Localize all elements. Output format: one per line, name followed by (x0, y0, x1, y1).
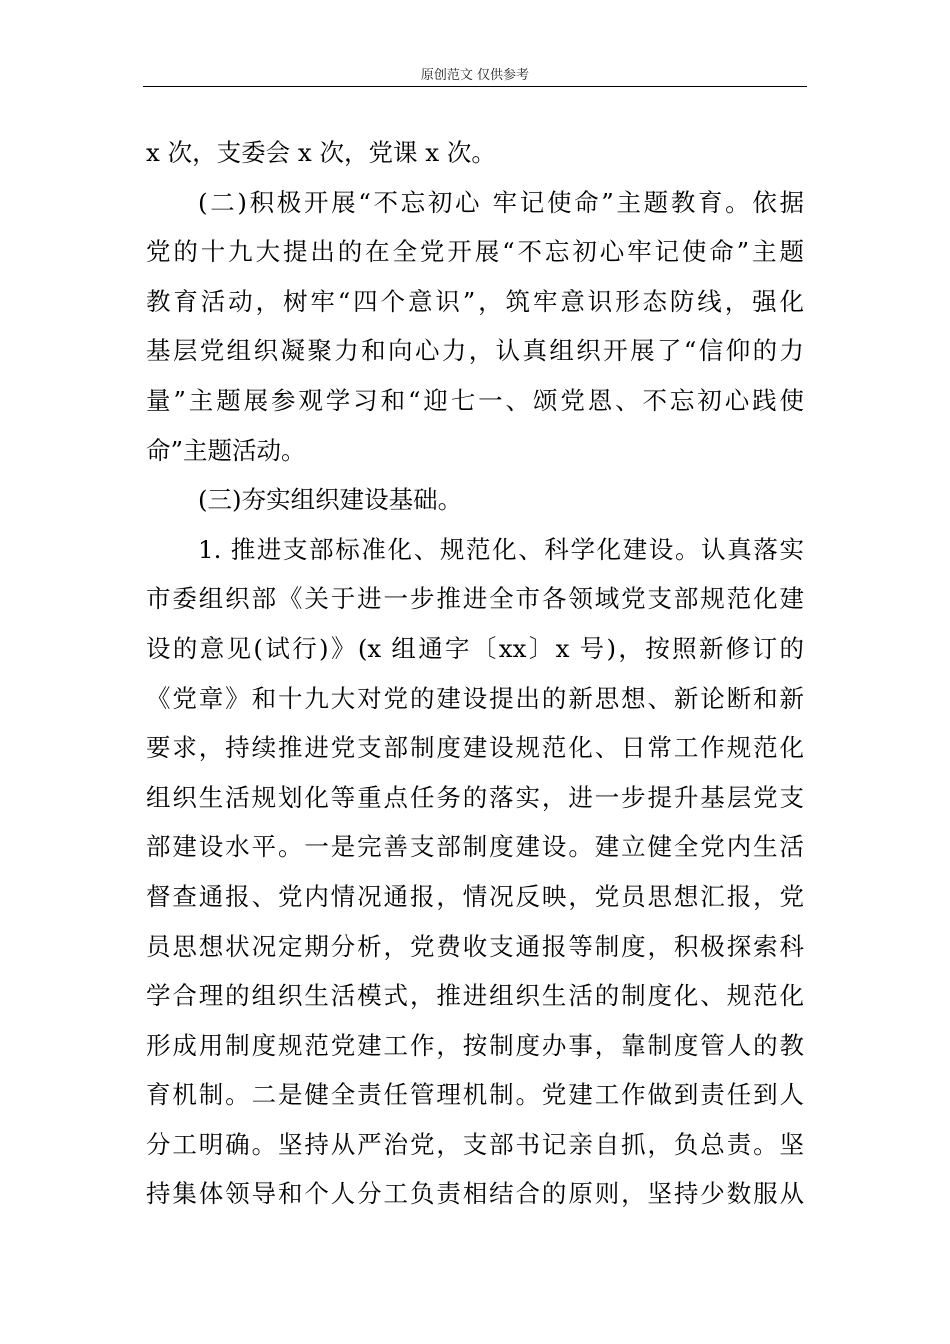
text-line: 分工明确。坚持从严治党，支部书记亲自抓，负总责。坚 (146, 1129, 804, 1159)
text-line: 学合理的组织生活模式，推进组织生活的制度化、规范化 (146, 981, 804, 1011)
text-line: 形成用制度规范党建工作，按制度办事，靠制度管人的教 (146, 1030, 804, 1060)
page-header: 原创范文 仅供参考 (420, 68, 530, 83)
text-line: 党的十九大提出的在全党开展“不忘初心牢记使命”主题 (146, 237, 804, 267)
text-line: 要求，持续推进党支部制度建设规范化、日常工作规范化 (146, 733, 804, 763)
text-line: 市委组织部《关于进一步推进全市各领域党支部规范化建 (146, 584, 804, 614)
text-line: 部建设水平。一是完善支部制度建设。建立健全党内生活 (146, 832, 804, 862)
text-line: 员思想状况定期分析，党费收支通报等制度，积极探索科 (146, 931, 804, 961)
text-line: 1. 推进支部标准化、规范化、科学化建设。认真落实 (198, 534, 804, 564)
text-line: 设的意见(试行)》(x 组通字〔xx〕x 号)，按照新修订的 (146, 633, 804, 663)
text-line: 《党章》和十九大对党的建设提出的新思想、新论断和新 (146, 683, 804, 713)
text-line: 督查通报、党内情况通报，情况反映，党员思想汇报，党 (146, 881, 804, 911)
text-line: 量”主题展参观学习和“迎七一、颂党恩、不忘初心践使 (146, 385, 804, 415)
text-line: 持集体领导和个人分工负责相结合的原则，坚持少数服从 (146, 1179, 804, 1209)
text-line: 命”主题活动。 (146, 435, 306, 465)
text-line: 基层党组织凝聚力和向心力，认真组织开展了“信仰的力 (146, 336, 804, 366)
text-line: (二)积极开展“不忘初心 牢记使命”主题教育。依据 (198, 187, 804, 217)
text-line: 育机制。二是健全责任管理机制。党建工作做到责任到人 (146, 1080, 804, 1110)
text-line: (三)夯实组织建设基础。 (198, 485, 463, 515)
text-line: x 次，支委会 x 次，党课 x 次。 (146, 138, 496, 167)
body-text (146, 128, 804, 1219)
text-line: 组织生活规划化等重点任务的落实，进一步提升基层党支 (146, 782, 804, 812)
text-line: 教育活动，树牢“四个意识”，筑牢意识形态防线，强化 (146, 286, 804, 316)
header-rule (143, 86, 807, 87)
